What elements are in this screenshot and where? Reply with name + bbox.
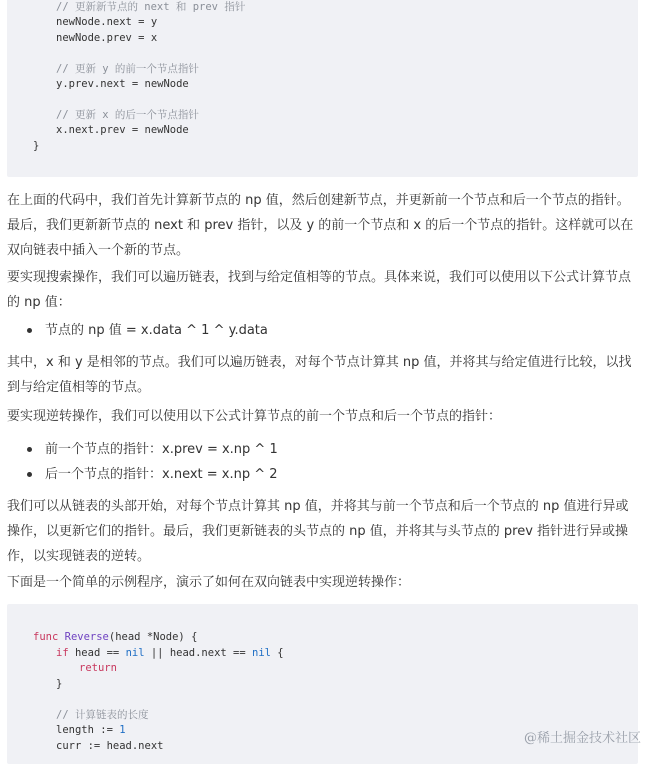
code-text: length := [56,724,120,736]
code-literal: nil [252,647,271,659]
code-line: y.prev.next = newNode [56,78,189,90]
paragraph-insert-explanation: 在上面的代码中，我们首先计算新节点的 np 值，然后创建新节点，并更新前一个节点和后一个节点的指针。最后，我们更新新节点的 next 和 prev 指针，以及 y 的前一个节点和 x 的后一个节点的指针。这样就可以在双向链表中插入一个新的节点。 [7,193,634,258]
code-block-insert [7,0,638,177]
code-function-name: Reverse [64,631,109,643]
list-item [27,318,268,343]
list-item-text: 后一个节点的指针：x.next = x.np ^ 2 [45,467,278,482]
code-number: 1 [119,724,126,736]
code-line [56,723,126,739]
paragraph-reverse-explanation: 我们可以从链表的头部开始，对每个节点计算其 np 值，并将其与前一个节点和后一个节点的 np 值进行异或操作，以更新它们的指针。最后，我们更新链表的头节点的 np 值，并将其与头节点的 prev 指针进行异或操作，以实现链表的逆转。 [7,499,629,564]
paragraph-search-explanation: 其中，x 和 y 是相邻的节点。我们可以遍历链表，对每个节点计算其 np 值，并将其与给定值进行比较，以找到与给定值相等的节点。 [7,355,632,395]
list-item-text: 节点的 np 值 = x.data ^ 1 ^ y.data [45,323,268,338]
paragraph-search-intro: 要实现搜索操作，我们可以遍历链表，找到与给定值相等的节点。具体来说，我们可以使用以下公式计算节点的 np 值： [7,270,632,310]
code-line [79,661,117,677]
watermark: @稀土掘金技术社区 [523,731,641,746]
code-comment: // 更新 y 的前一个节点指针 [56,63,199,75]
code-comment: // 更新 x 的后一个节点指针 [56,109,199,121]
code-literal: nil [125,647,145,659]
code-line: } [56,678,63,690]
code-line: } [33,140,40,152]
code-text: { [270,647,284,659]
code-text: || head.next == [144,647,252,659]
code-line [33,630,197,646]
code-line [56,646,284,662]
list-item [27,437,278,462]
code-line: newNode.next = y [56,16,158,28]
code-text: head == [68,647,126,659]
paragraph-example-intro: 下面是一个简单的示例程序，演示了如何在双向链表中实现逆转操作： [7,575,411,590]
code-line: newNode.prev = x [56,32,158,44]
code-keyword: if [56,647,69,659]
list-item [27,462,278,487]
code-comment: // 更新新节点的 next 和 prev 指针 [56,1,246,13]
code-comment: // 计算链表的长度 [56,709,149,721]
code-line: x.next.prev = newNode [56,124,189,136]
list-item-text: 前一个节点的指针：x.prev = x.np ^ 1 [45,442,278,457]
code-keyword: return [79,662,117,674]
code-keyword: func [33,631,59,643]
code-text: (head *Node) { [108,631,198,643]
paragraph-reverse-intro: 要实现逆转操作，我们可以使用以下公式计算节点的前一个节点和后一个节点的指针： [7,409,502,424]
code-line: curr := head.next [56,740,164,752]
